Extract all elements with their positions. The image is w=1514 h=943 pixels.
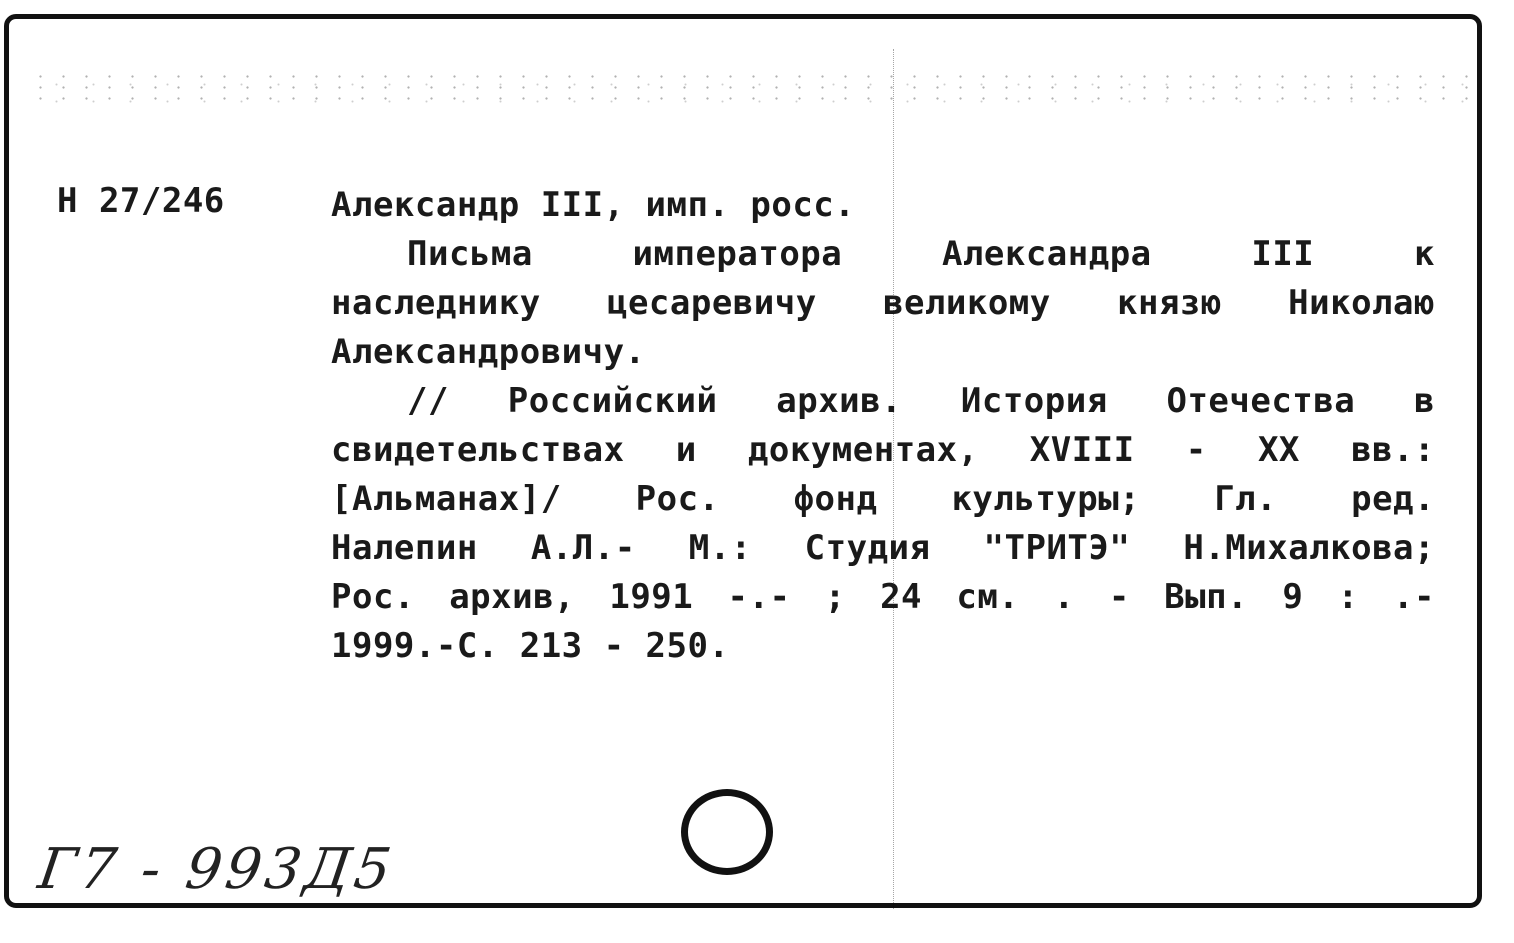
word: документах, xyxy=(747,430,979,470)
word: Вып. xyxy=(1164,577,1249,617)
word: императора xyxy=(632,234,843,274)
word: Александра xyxy=(941,234,1152,274)
word: 1991 xyxy=(609,577,694,617)
handwritten-note: Г7 - 993Д5 xyxy=(34,837,399,902)
word: [Альманах]/ xyxy=(331,479,562,519)
word: архив. xyxy=(776,381,903,421)
word: см. xyxy=(956,577,1020,617)
word: XVIII xyxy=(1029,430,1135,470)
word: А.Л.- xyxy=(530,528,636,568)
word: Рос. xyxy=(635,479,720,519)
word: фонд xyxy=(793,479,878,519)
word: // xyxy=(407,381,449,421)
shelfmark: Н 27/246 xyxy=(57,181,225,221)
word: . xyxy=(1053,577,1075,617)
word: свидетельствах xyxy=(331,430,625,470)
catalog-card xyxy=(4,14,1482,908)
word: 9 xyxy=(1282,577,1304,617)
word: в xyxy=(1414,381,1435,421)
word: Отечества xyxy=(1166,381,1356,421)
record-line-2 xyxy=(331,230,1435,279)
record-line-6 xyxy=(331,426,1435,475)
word: III xyxy=(1251,234,1315,274)
word: архив, xyxy=(449,577,576,617)
word: Н.Михалкова; xyxy=(1183,528,1435,568)
word: Рос. xyxy=(331,577,415,617)
word: и xyxy=(675,430,697,470)
word: вв.: xyxy=(1351,430,1435,470)
word: XX xyxy=(1257,430,1300,470)
word: Гл. xyxy=(1214,479,1278,519)
record-line-7 xyxy=(331,475,1435,524)
word: Николаю xyxy=(1288,283,1435,323)
record-line-3 xyxy=(331,279,1435,328)
word: к xyxy=(1413,234,1435,274)
word: Студия xyxy=(804,528,931,568)
record-line-10 xyxy=(331,622,1435,671)
word: ред. xyxy=(1351,479,1435,519)
word: великому xyxy=(882,283,1051,323)
word: - xyxy=(1108,577,1130,617)
punch-hole xyxy=(681,789,773,875)
word: наследнику xyxy=(331,283,541,323)
record-line-9 xyxy=(331,573,1435,622)
record-line-8 xyxy=(331,524,1435,573)
scan-noise xyxy=(29,71,1469,105)
word: культуры; xyxy=(951,479,1141,519)
record-line-4 xyxy=(331,328,1435,377)
word: цесаревичу xyxy=(606,283,817,323)
word: 24 xyxy=(880,577,923,617)
record-line-1 xyxy=(331,181,1435,230)
word: Письма xyxy=(407,234,533,274)
word: "ТРИТЭ" xyxy=(983,528,1131,568)
word: Российский xyxy=(507,381,718,421)
word: : xyxy=(1337,577,1359,617)
record-author: Александр III, имп. росс. xyxy=(331,185,856,225)
word: - xyxy=(1185,430,1207,470)
word: М.: xyxy=(688,528,752,568)
word: ; xyxy=(824,577,846,617)
word: .- xyxy=(1392,577,1435,617)
bibliographic-record xyxy=(331,181,1435,671)
word: 1999.-С. 213 - 250. xyxy=(331,626,730,666)
word: князю xyxy=(1117,283,1222,323)
word: Налепин xyxy=(331,528,478,568)
word: История xyxy=(960,381,1108,421)
word: Александровичу. xyxy=(331,332,646,372)
word: -.- xyxy=(727,577,791,617)
record-line-5 xyxy=(331,377,1435,426)
